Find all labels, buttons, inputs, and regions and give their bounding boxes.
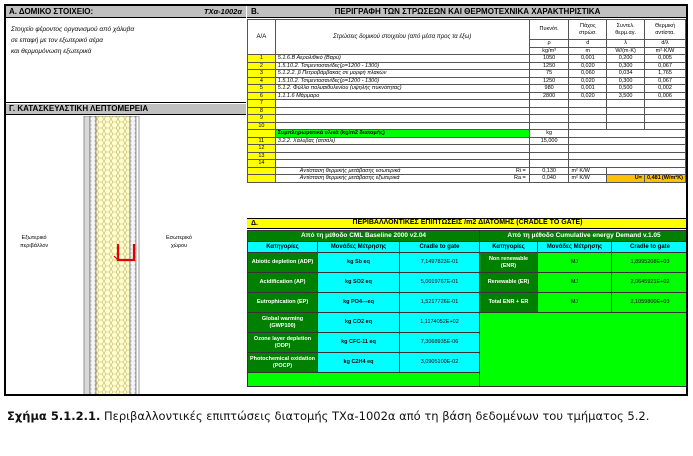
layer-density: 980 — [529, 85, 569, 93]
supplementary-header-row — [248, 130, 686, 138]
ri-unit: m² K/W — [569, 167, 607, 175]
layer-name: 5.1.6.Β Αερολιθικό (Βαρύ) — [275, 55, 529, 63]
layer-conductivity — [607, 122, 645, 130]
sym-resistance: d/λ — [644, 40, 685, 48]
construction-detail — [6, 116, 246, 396]
ra-row — [248, 175, 686, 183]
supp-blank — [248, 130, 276, 138]
outside-label-line: Εξωτερικό — [21, 235, 47, 241]
ra-label: Αντίσταση θερμικής μετάβασης εξωτερικά — [299, 175, 400, 181]
layer-number: 4 — [248, 77, 276, 85]
element-id: ΤΧα-1002α — [203, 7, 242, 16]
ced-filler-row — [480, 313, 689, 387]
unit-thickness: m — [569, 47, 607, 55]
ced-column-header: Κατηγορίες — [480, 242, 538, 253]
layer-number: 9 — [248, 115, 276, 123]
layer-thickness — [569, 115, 607, 123]
section-d-letter: Δ. — [251, 220, 258, 227]
supp-empty — [569, 145, 686, 153]
cml-value: 1,1174052E+02 — [400, 313, 480, 333]
plaster-layer — [136, 116, 139, 396]
supp-number: 11 — [248, 137, 276, 145]
layer-density: 1050 — [529, 55, 569, 63]
ri-value: 0,130 — [529, 167, 569, 175]
layer-density: 1250 — [529, 77, 569, 85]
supp-name: 3.2.2. Χάλυβας (ατσάλι) — [275, 137, 529, 145]
ced-category: Renewable (ER) — [480, 273, 538, 293]
cml-column-header: Cradle to gate — [400, 242, 480, 253]
cml-unit: kg C2H4 eq — [318, 353, 400, 373]
col-layers-header: Στρώσεις δομικού στοιχείου (από μέσα προς τα έξω) — [275, 20, 529, 55]
ra-label-cell — [275, 175, 529, 183]
layer-thickness — [569, 107, 607, 115]
caption-label: Σχήμα 5.1.2.1. — [7, 409, 101, 423]
section-b-header — [247, 6, 688, 18]
layer-thickness: 0,001 — [569, 85, 607, 93]
description-line: και θερμομόνωση εξωτερικά — [11, 48, 92, 55]
ri-label-cell — [275, 167, 529, 175]
supp-row — [248, 137, 686, 145]
layer-number: 8 — [248, 107, 276, 115]
layer-number: 6 — [248, 92, 276, 100]
cml-title: Από τη μέθοδο CML Baseline 2000 v2.04 — [248, 231, 480, 242]
section-d-header — [247, 218, 688, 229]
section-g-title: Γ. ΚΑΤΑΣΚΕΥΑΣΤΙΚΗ ΛΕΠΤΟΜΕΡΕΙΑ — [9, 104, 149, 113]
inside-label-line: Εσωτερικό — [166, 235, 192, 241]
ced-column-header: Cradle to gate — [612, 242, 689, 253]
description-line: σε επαφή με τον εξωτερικό αέρα — [11, 37, 104, 44]
supp-kg — [529, 160, 569, 168]
cml-value: 1,5217726E-01 — [400, 293, 480, 313]
layers-header-row — [248, 20, 686, 40]
section-g-header — [6, 104, 246, 115]
cml-category: Eutrophication (EP) — [248, 293, 318, 313]
layer-density — [529, 107, 569, 115]
cml-value: 5,0019767E-01 — [400, 273, 480, 293]
layer-name: 1.5.10.2. Τσιμεντοσανίδες(ρ=1200 - 1300) — [275, 77, 529, 85]
supp-number: 14 — [248, 160, 276, 168]
ced-filler — [480, 313, 689, 387]
section-a-title: Α. ΔΟΜΙΚΟ ΣΤΟΙΧΕΙΟ: — [9, 7, 94, 16]
layer-row — [248, 92, 686, 100]
supp-row — [248, 160, 686, 168]
layer-number: 1 — [248, 55, 276, 63]
supp-row — [248, 145, 686, 153]
layer-number: 7 — [248, 100, 276, 108]
layer-conductivity: 0,034 — [607, 70, 645, 78]
sym-conductivity: λ — [607, 40, 645, 48]
supp-name — [275, 152, 529, 160]
supp-name — [275, 160, 529, 168]
cml-row — [248, 313, 480, 333]
layer-resistance: 0,006 — [644, 92, 685, 100]
layer-number: 2 — [248, 62, 276, 70]
layer-thickness — [569, 100, 607, 108]
cml-category: Photochemical oxidation (POCP) — [248, 353, 318, 373]
layer-number: 3 — [248, 70, 276, 78]
marble-layer — [84, 116, 90, 396]
cml-unit: kg Sb eq — [318, 253, 400, 273]
data-sheet — [4, 4, 688, 396]
ced-header-row — [480, 242, 689, 253]
layer-density: 1250 — [529, 62, 569, 70]
description-line: Στοιχείο φέροντος οργανισμού από χάλυβα — [11, 26, 135, 33]
col-conductivity-header: Συντελ. θερμ.αγ. — [607, 20, 645, 40]
col-resistance-header: Θερμική αντίστα. — [644, 20, 685, 40]
layer-row — [248, 100, 686, 108]
layer-resistance — [644, 100, 685, 108]
ced-unit: MJ — [538, 273, 612, 293]
cml-unit: kg CFC-11 eq — [318, 333, 400, 353]
layer-name — [275, 122, 529, 130]
layer-thickness: 0,060 — [569, 70, 607, 78]
layer-conductivity — [607, 100, 645, 108]
supp-number: 12 — [248, 145, 276, 153]
layer-resistance — [644, 115, 685, 123]
layer-conductivity: 0,300 — [607, 62, 645, 70]
figure-caption — [7, 407, 687, 426]
layer-thickness: 0,020 — [569, 62, 607, 70]
layer-row — [248, 62, 686, 70]
layer-name — [275, 115, 529, 123]
cml-value: 3,0905100E-02 — [400, 353, 480, 373]
layer-name: 5.1.2. Φύλλο πολυαιθυλενίου (υψηλής πυκνότητας) — [275, 85, 529, 93]
rockwool-layer — [96, 116, 130, 396]
ced-column-header: Μονάδες Μέτρησης — [538, 242, 612, 253]
supp-kg: 15,000 — [529, 137, 569, 145]
cml-column-header: Κατηγορίες — [248, 242, 318, 253]
layer-conductivity — [607, 107, 645, 115]
cml-filler — [248, 373, 480, 387]
ri-empty — [607, 167, 686, 175]
layers-table — [247, 19, 686, 183]
layer-row — [248, 85, 686, 93]
layer-resistance: 1,765 — [644, 70, 685, 78]
cml-value: 7,1497823E-01 — [400, 253, 480, 273]
impact-section — [247, 230, 688, 396]
layer-thickness: 0,020 — [569, 77, 607, 85]
sym-thickness: d — [569, 40, 607, 48]
cml-category: Acidification (AP) — [248, 273, 318, 293]
ced-table — [479, 230, 688, 387]
ced-value: 2,1059800E+03 — [612, 293, 689, 313]
layer-thickness — [569, 122, 607, 130]
layer-conductivity — [607, 115, 645, 123]
ced-category: Total ENR + ER — [480, 293, 538, 313]
layer-resistance — [644, 122, 685, 130]
col-aa-header: Α/Α — [248, 20, 276, 55]
col-density-header: Πυκνότ. — [529, 20, 569, 40]
ced-unit: MJ — [538, 293, 612, 313]
section-a-header — [6, 6, 246, 18]
cml-row — [248, 253, 480, 273]
cml-header-row — [248, 242, 480, 253]
cml-filler-row — [248, 373, 480, 387]
layer-conductivity: 3,500 — [607, 92, 645, 100]
element-description — [6, 19, 246, 103]
ri-row — [248, 167, 686, 175]
ced-row — [480, 253, 689, 273]
layer-name: 1.5.10.2. Τσιμεντοσανίδες(ρ=1200 - 1300) — [275, 62, 529, 70]
ri-symbol: Ri = — [515, 167, 526, 174]
cml-unit: kg CO2 eq — [318, 313, 400, 333]
unit-density: kg/m³ — [529, 47, 569, 55]
ced-category: Non renewable (ENR) — [480, 253, 538, 273]
inside-label-line: χώρου — [170, 243, 188, 249]
cml-row — [248, 353, 480, 373]
layer-row — [248, 122, 686, 130]
ra-unit: m² K/W — [569, 175, 607, 183]
ri-label: Αντίσταση θερμικής μετάβασης εσωτερικά — [299, 167, 401, 174]
cml-category: Global warming (GWP100) — [248, 313, 318, 333]
ra-value: 0,040 — [529, 175, 569, 183]
supp-unit: kg — [529, 130, 569, 138]
ri-blank — [248, 167, 276, 175]
layer-name — [275, 107, 529, 115]
layer-resistance: 0,067 — [644, 62, 685, 70]
u-value: 0,481 — [646, 175, 661, 181]
supp-empty — [569, 152, 686, 160]
layer-row — [248, 55, 686, 63]
ced-value: 1,8995208E+03 — [612, 253, 689, 273]
cml-row — [248, 273, 480, 293]
cml-row — [248, 293, 480, 313]
supp-kg — [529, 145, 569, 153]
ced-title-row — [480, 231, 689, 242]
ced-value: 2,0645921E+02 — [612, 273, 689, 293]
supp-empty — [569, 160, 686, 168]
sym-density: ρ — [529, 40, 569, 48]
section-b-title: ΠΕΡΙΓΡΑΦΗ ΤΩΝ ΣΤΡΩΣΕΩΝ ΚΑΙ ΘΕΡΜΟΤΕΧΝΙΚΑ ΧΑΡΑΚΤΗΡΙΣΤΙΚΑ — [334, 7, 601, 16]
u-unit: (W/m²K) — [661, 175, 683, 181]
layer-name — [275, 100, 529, 108]
supp-empty — [569, 130, 686, 138]
layer-number: 10 — [248, 122, 276, 130]
supp-name — [275, 145, 529, 153]
layer-density — [529, 115, 569, 123]
layer-conductivity: 0,500 — [607, 85, 645, 93]
cement-board-outer — [90, 116, 96, 396]
layer-conductivity: 0,300 — [607, 77, 645, 85]
layer-conductivity: 0,200 — [607, 55, 645, 63]
layer-resistance — [644, 107, 685, 115]
ra-symbol: Ra = — [513, 175, 526, 181]
supp-title: Συμπληρωματικά υλικά (kg/m2 διατομής) — [275, 130, 529, 138]
section-d-title: ΠΕΡΙΒΑΛΛΟΝΤΙΚΕΣ ΕΠΙΠΤΩΣΕΙΣ /m2 ΔΙΑΤΟΜΗΣ (CRADLE TO GATE) — [352, 219, 583, 226]
layer-density: 75 — [529, 70, 569, 78]
u-label: U= — [607, 175, 645, 183]
cml-category: Abiotic depletion (ADP) — [248, 253, 318, 273]
ced-title: Από τη μέθοδο Cumulative energy Demand v.1.05 — [480, 231, 689, 242]
cml-unit: kg SO2 eq — [318, 273, 400, 293]
supp-empty — [569, 137, 686, 145]
outside-label-line: περιβάλλον — [20, 243, 49, 249]
layer-resistance: 0,002 — [644, 85, 685, 93]
ced-unit: MJ — [538, 253, 612, 273]
cml-category: Ozone layer depletion (ODP) — [248, 333, 318, 353]
cml-unit: kg PO4---eq — [318, 293, 400, 313]
layer-resistance: 0,005 — [644, 55, 685, 63]
layer-density: 2800 — [529, 92, 569, 100]
wall-section-drawing — [6, 116, 246, 396]
cml-row — [248, 333, 480, 353]
cml-value: 7,3068935E-06 — [400, 333, 480, 353]
layer-row — [248, 70, 686, 78]
unit-resistance: m²·K/W — [644, 47, 685, 55]
ced-row — [480, 293, 689, 313]
supp-kg — [529, 152, 569, 160]
layer-row — [248, 107, 686, 115]
ra-blank — [248, 175, 276, 183]
layer-resistance: 0,067 — [644, 77, 685, 85]
supp-row — [248, 152, 686, 160]
cml-table — [247, 230, 480, 387]
u-value-cell — [644, 175, 685, 183]
layer-row — [248, 77, 686, 85]
cml-title-row — [248, 231, 480, 242]
layer-density — [529, 100, 569, 108]
unit-conductivity: W/(m·K) — [607, 47, 645, 55]
layer-row — [248, 115, 686, 123]
section-b-letter: Β. — [251, 7, 259, 16]
supp-number: 13 — [248, 152, 276, 160]
layer-density — [529, 122, 569, 130]
cml-column-header: Μονάδες Μέτρησης — [318, 242, 400, 253]
layer-thickness: 0,020 — [569, 92, 607, 100]
layer-name: 5.1.2.2. β Πετροβάμβακας σε μορφή πλακών — [275, 70, 529, 78]
layer-name: 1.1.1.6 Μάρμαρο — [275, 92, 529, 100]
col-thickness-header: Πάχος στρώσ. — [569, 20, 607, 40]
caption-text: Περιβαλλοντικές επιπτώσεις διατομής ΤΧα-1002α από τη βάση δεδομένων του τμήματος 5.2. — [100, 409, 650, 423]
layer-thickness: 0,001 — [569, 55, 607, 63]
ced-row — [480, 273, 689, 293]
layer-number: 5 — [248, 85, 276, 93]
